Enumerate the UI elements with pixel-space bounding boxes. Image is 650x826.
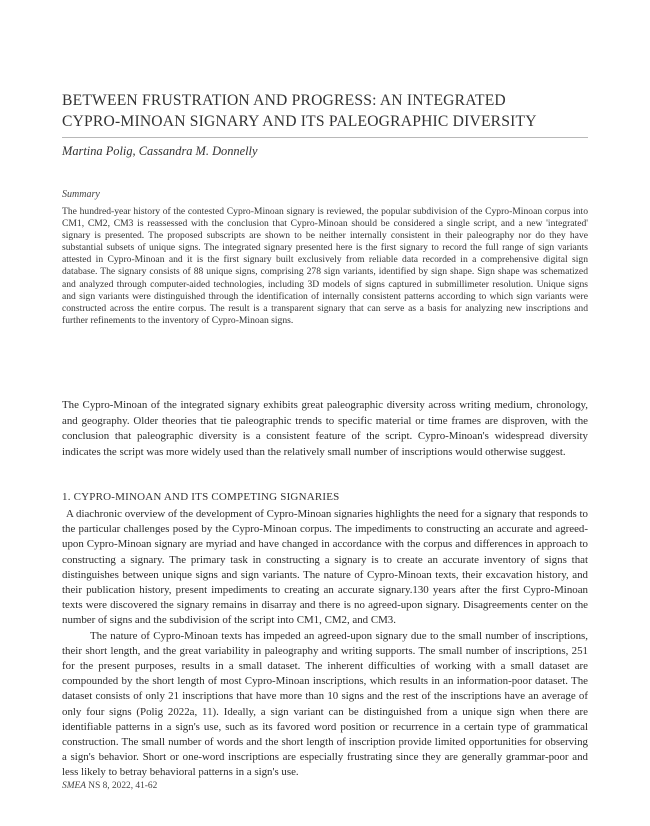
body-paragraph-2: The nature of Cypro-Minoan texts has impeded an agreed-upon signary due to the small number of inscriptions, their short length, and the great variability in paleography and writing supports. The small number of inscriptions, 251 for the present purposes, results in a small dataset. The inherent difficulties of working with a small dataset are compounded by the short length of most Cypro-Minoan inscriptions, which results in an information-poor dataset. The dataset consists of only 21 inscriptions that have more than 10 signs and the rest of the inscriptions have an average of only four signs (Polig 2022a, 11). Ideally, a sign variant can be distinguished from a unique sign when there are identifiable patterns in a sign's use, such as its favored word position or recurrence in a certain type of grammatical construction. The small number of words and the short length of inscription provide limited opportunities for observing a sign's behavior. Short or one-word inscriptions are especially frustrating since they are generally grammar-poor and less likely to betray behavioral patterns in a sign's use. (62, 629, 588, 779)
section-body (62, 507, 588, 781)
abstract-paragraph: The Cypro-Minoan of the integrated signary exhibits great paleographic diversity across writing medium, chronology, and geography. Older theories that tie paleographic trends to specific material or time frames are disproven, with the conclusion that paleographic diversity is a consistent feature of the script. Cypro-Minoan's widespread diversity indicates the script was more widely used than the relatively small number of inscriptions would otherwise suggest. (62, 399, 588, 458)
title-line-2: CYPRO-MINOAN SIGNARY AND ITS PALEOGRAPHIC DIVERSITY (62, 113, 537, 130)
journal-citation: NS 8, 2022, 41-62 (85, 781, 158, 791)
journal-name: SMEA (62, 781, 86, 791)
summary-label: Summary (62, 189, 100, 200)
body-paragraph-1: A diachronic overview of the development of Cypro-Minoan signaries highlights the need for a signary that responds to the particular challenges posed by the Cypro-Minoan corpus. The impediments to constructing an accurate and agreed-upon Cypro-Minoan signary are myriad and have changed in accordance with the corpus and differences in approach to constructing a signary. The primary task in constructing a signary is to create an accurate inventory of signs that distinguishes between unique signs and sign variants. The nature of Cypro-Minoan texts, their excavation history, and their publication history, present impediments to creating an accurate signary.130 years after the first Cypro-Minoan texts were discovered the signary remains in disarray and there is no agreed-upon signary. Disagreements center on the number of signs and the subdivision of the script into CM1, CM2, and CM3. (62, 508, 588, 627)
article-title (62, 90, 588, 132)
section-heading: 1. CYPRO-MINOAN AND ITS COMPETING SIGNARIES (62, 491, 340, 503)
authors: Martina Polig, Cassandra M. Donnelly (62, 144, 258, 158)
title-divider (62, 137, 588, 138)
summary-text: The hundred-year history of the contested Cypro-Minoan signary is reviewed, the popular subdivision of the Cypro-Minoan corpus into CM1, CM2, CM3 is reassessed with the conclusion that Cypro-Minoan should be considered a single script, and a new 'integrated' signary is presented. The proposed subscripts are shown to be neither internally consistent in their paleography nor do they have substantial subsets of unique signs. The integrated signary presented here is the first signary to record the full range of sign variants attested in Cypro-Minoan and it is the first signary built exclusively from reliable data recorded in a comprehensive digital sign database. The signary consists of 88 unique signs, comprising 278 sign variants, identified by sign shape. Sign shape was schematized and analyzed through computer-aided technologies, including 3D models of signs captured in submillimeter resolution. Unique signs and sign variants were distinguished through the identification of internally consistent patterns according to which sign variants were constructed across the entire corpus. The result is a transparent signary that can serve as a basis for analyzing new inscriptions and further refinements to the inventory of Cypro-Minoan signs. (62, 206, 588, 326)
title-line-1: BETWEEN FRUSTRATION AND PROGRESS: AN INTEGRATED (62, 92, 506, 109)
page-footer (62, 781, 157, 791)
